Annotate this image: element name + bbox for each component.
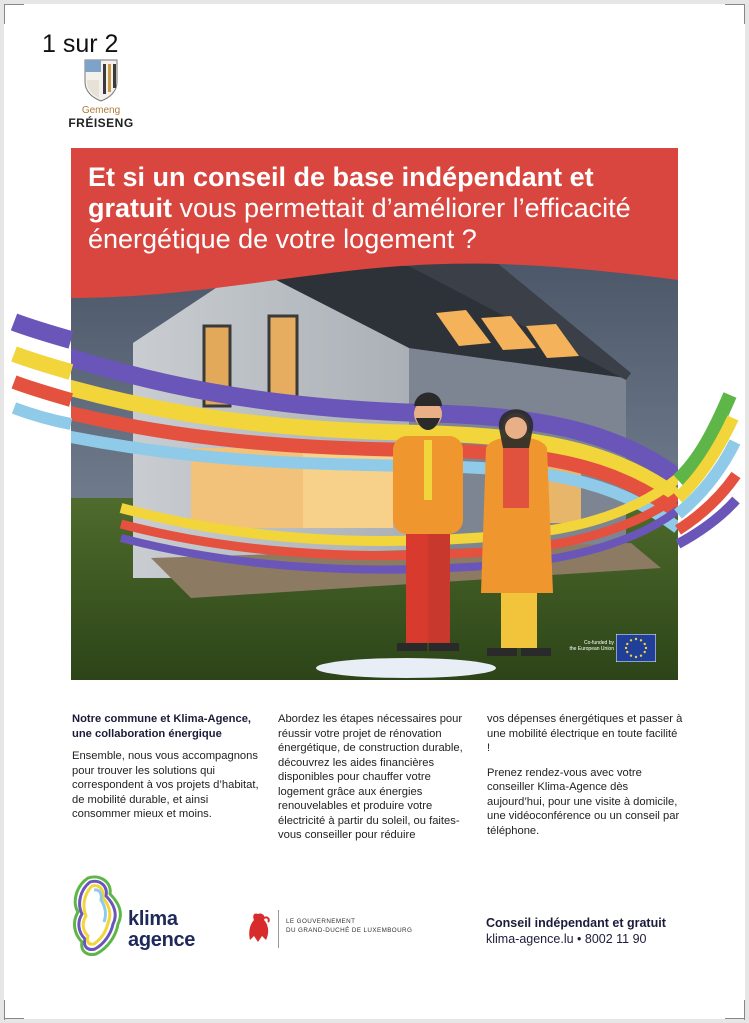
- luxembourg-outline-icon: [66, 872, 130, 960]
- crop-mark: [725, 4, 745, 5]
- commune-logo: [64, 58, 138, 130]
- commune-crest-icon: [83, 58, 119, 102]
- column1-heading-line1: Notre commune et Klima-Agence,: [72, 713, 252, 725]
- column1-body: Ensemble, nous vous accompagnons pour trouver les solutions qui correspondent à vos projets d’habitat, de mobilité durable, et ainsi consommer mieux et moins.: [72, 750, 259, 820]
- eu-flag-icon: [616, 634, 656, 662]
- crop-mark: [4, 1000, 5, 1020]
- page-indicator: 1 sur 2: [42, 30, 119, 58]
- crop-mark: [4, 4, 5, 24]
- headline-regular: vous permettait d’améliorer l’efficacité énergétique de votre logement ?: [88, 193, 631, 254]
- headline: [88, 162, 648, 255]
- column3-body1: vos dépenses énergétiques et passer à une mobilité électrique en toute facilité !: [487, 713, 683, 754]
- contact-title: Conseil indépendant et gratuit: [486, 916, 666, 930]
- crop-mark: [4, 1018, 24, 1019]
- commune-name-line1: Gemeng: [81, 105, 121, 116]
- eu-badge-line1: Co-funded by: [583, 640, 614, 646]
- klima-logo-line1: klima: [128, 908, 178, 930]
- column1-heading-line2: une collaboration énergique: [72, 727, 222, 740]
- crop-mark: [744, 4, 745, 24]
- headline-bold: Et si un conseil de base indépendant et gratuit: [88, 162, 594, 223]
- red-lion-icon: [244, 910, 272, 946]
- gov-name-line2: DU GRAND-DUCHÉ DE LUXEMBOURG: [286, 927, 413, 934]
- text-column-2: [278, 712, 474, 853]
- contact-block: [486, 916, 666, 946]
- eu-cofunded-badge: [558, 632, 658, 664]
- text-column-3: [487, 712, 683, 848]
- gov-divider: [278, 910, 279, 948]
- commune-name-line2: FRÉISENG: [68, 116, 134, 130]
- column3-body2: Prenez rendez-vous avec votre conseiller Klima-Agence dès aujourd’hui, pour une visite à domicile, une vidéoconférence ou un conseil par téléphone.: [487, 766, 680, 837]
- gov-name-line1: LE GOUVERNEMENT: [286, 918, 356, 925]
- text-column-1: [72, 712, 262, 832]
- crop-mark: [4, 4, 24, 5]
- eu-badge-line2: the European Union: [569, 646, 614, 652]
- crop-mark: [744, 1000, 745, 1020]
- government-logo: [244, 910, 444, 950]
- klima-logo-line2: agence: [128, 929, 196, 951]
- rainbow-ribbons: [0, 310, 749, 560]
- klima-agence-logo: [66, 872, 206, 962]
- column2-body: Abordez les étapes nécessaires pour réussir votre projet de rénovation énergétique, de construction durable, découvrez les aides financières disponibles pour chauffer votre logement grâce aux énergies renouvelables et produire votre électricité à partir du soleil, ou faites-vous conseiller pour réduire: [278, 713, 463, 841]
- contact-details: klima-agence.lu • 8002 11 90: [486, 932, 647, 946]
- crop-mark: [725, 1018, 745, 1019]
- column1-heading: [72, 712, 262, 741]
